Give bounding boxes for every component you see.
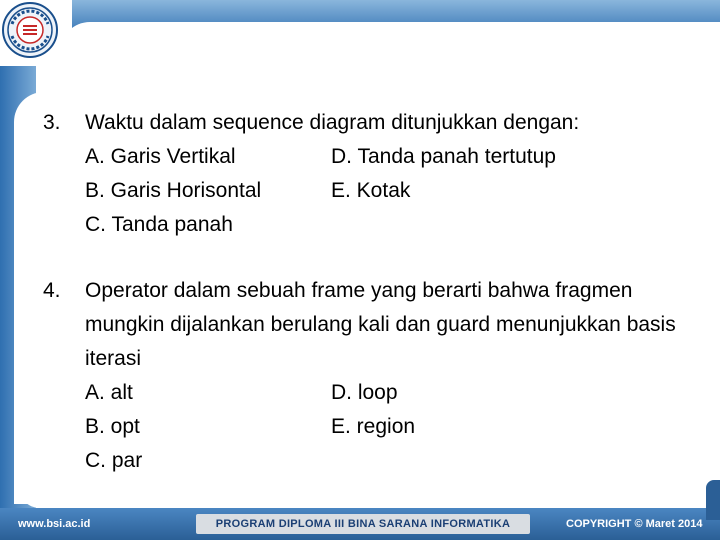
top-frame-curve [60,22,720,52]
option-d: D. loop [331,381,398,404]
answer-options [85,376,683,478]
option-d: D. Tanda panah tertutup [331,145,556,168]
option-e: E. region [331,415,416,438]
option-b: B. Garis Horisontal [85,179,262,202]
question-number: 3. [43,111,61,134]
bsi-logo-icon [2,2,58,58]
question-number: 4. [43,279,61,302]
question-4 [43,274,683,478]
option-c: C. Tanda panah [85,213,233,236]
question-3 [43,106,683,242]
footer-copyright: COPYRIGHT © Maret 2014 [566,518,703,530]
option-b: B. opt [85,415,140,438]
bottom-frame-curve [18,486,720,508]
option-c: C. par [85,449,143,472]
question-stem: Waktu dalam sequence diagram ditunjukkan dengan: [85,111,580,134]
footer-program-title: PROGRAM DIPLOMA III BINA SARANA INFORMATIKA [196,514,530,534]
option-a: A. Garis Vertikal [85,145,236,168]
option-e: E. Kotak [331,179,411,202]
option-a: A. alt [85,381,133,404]
slide-content [43,106,683,478]
question-stem: Operator dalam sebuah frame yang berarti bahwa fragmen mungkin dijalankan berulang kali dan guard menunjukkan basis iterasi [85,279,676,370]
footer-url: www.bsi.ac.id [18,518,91,530]
answer-options [85,140,683,242]
right-frame-tab [706,480,720,520]
